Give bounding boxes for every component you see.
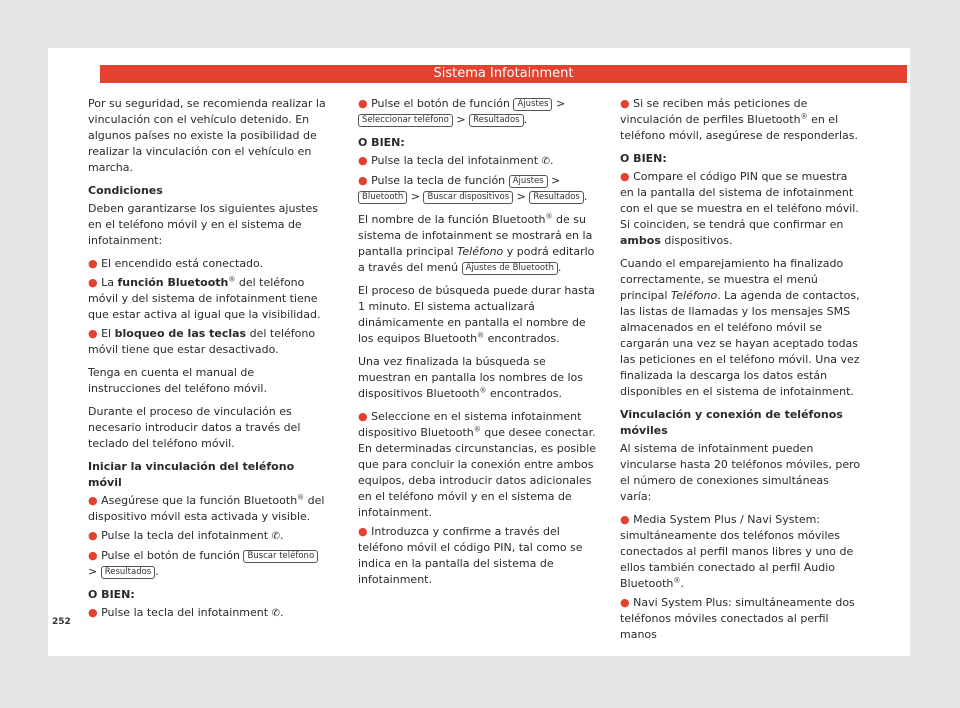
section-header — [100, 65, 907, 83]
phone-icon: ✆ — [271, 531, 280, 542]
bullet-icon: ● — [620, 97, 630, 110]
bullet-enter-pin: ● Introduzca y confirme a través del teléfono móvil el código PIN, tal como se indica en la pantalla del sistema de infotainment. — [358, 525, 583, 586]
bullet-select-device: ● Seleccione en el sistema infotainment dispositivo Bluetooth® que desee conectar. En determinadas circunstancias, es posible que para concluir la conexión entre ambos equipos, deba introducir datos adicionales en el teléfono móvil y en el sistema de infotainment. — [358, 410, 597, 519]
key-ajustes-bluetooth: Ajustes de Bluetooth — [462, 262, 558, 275]
bullet-press-key: ● Pulse la tecla del infotainment ✆. — [358, 154, 554, 167]
bullet-function-ajustes: ● Pulse el botón de función Ajustes > Seleccionar teléfono > Resultados . — [358, 97, 566, 126]
bullet-navi-system-plus: ● Navi System Plus: simultáneamente dos teléfonos móviles conectados al perfil manos — [620, 596, 855, 641]
bullet-icon: ● — [358, 154, 368, 167]
conditions-paragraph: Deben garantizarse los siguientes ajustes en el teléfono móvil y en el sistema de infotainment: — [88, 202, 318, 247]
bullet-icon: ● — [358, 97, 368, 110]
bullet-icon: ● — [620, 513, 630, 526]
section-title: Sistema Infotainment — [433, 66, 574, 81]
bullet-icon: ● — [88, 276, 98, 289]
key-resultados: Resultados — [529, 191, 584, 204]
key-buscar-telefono: Buscar teléfono — [243, 550, 318, 563]
bullet-icon: ● — [88, 494, 98, 507]
phone-icon: ✆ — [271, 608, 280, 619]
bullet-icon: ● — [88, 257, 98, 270]
column-2 — [358, 96, 599, 595]
page-number: 252 — [52, 617, 71, 627]
key-seleccionar-telefono: Seleccionar teléfono — [358, 114, 453, 127]
bullet-more-requests: ● Si se reciben más peticiones de vinculación de perfiles Bluetooth® en el teléfono móvil, asegúrese de responderlas. — [620, 97, 859, 142]
bullet-key-lock: ● El bloqueo de las teclas del teléfono móvil tiene que estar desactivado. — [88, 327, 316, 356]
intro-paragraph: Por su seguridad, se recomienda realizar la vinculación con el vehículo detenido. En algunos países no existe la posibilidad de realizar la vinculación con el vehículo en marcha. — [88, 97, 326, 174]
pairing-connection-paragraph: Al sistema de infotainment pueden vincularse hasta 20 teléfonos móviles, pero el número de conexiones simultáneas varía: — [620, 442, 861, 503]
key-resultados: Resultados — [469, 114, 524, 127]
key-resultados: Resultados — [101, 566, 156, 579]
search-paragraph: El proceso de búsqueda puede durar hasta 1 minuto. El sistema actualizará dinámicamente en pantalla el nombre de los equipos Bluetooth® encontrados. — [358, 284, 595, 345]
column-3 — [620, 96, 861, 650]
bullet-compare-pin: ● Compare el código PIN que se muestra en la pantalla del sistema de infotainment con el que se muestra en el teléfono móvil. Si coinciden, se tendrá que confirmar en ambos dispositivos. — [620, 170, 859, 247]
bullet-icon: ● — [620, 170, 630, 183]
bullet-icon: ● — [88, 606, 98, 619]
bt-name-paragraph: El nombre de la función Bluetooth® de su sistema de infotainment se mostrará en la pantalla principal Teléfono y podrá editarlo a través del menú Ajustes de Bluetooth . — [358, 212, 595, 274]
or-heading: O BIEN: — [358, 136, 405, 149]
start-pairing-heading: Iniciar la vinculación del teléfono móvil — [88, 460, 295, 489]
column-1 — [88, 96, 329, 629]
manual-note: Tenga en cuenta el manual de instrucciones del teléfono móvil. — [88, 366, 267, 395]
bullet-ignition: ● El encendido está conectado. — [88, 257, 264, 270]
bullet-press-key-2: ● Pulse la tecla del infotainment ✆. — [88, 606, 284, 619]
manual-page — [48, 48, 910, 656]
bullet-press-key: ● Pulse la tecla del infotainment ✆. — [88, 529, 284, 542]
or-heading: O BIEN: — [88, 588, 135, 601]
key-buscar-dispositivos: Buscar dispositivos — [423, 191, 513, 204]
bullet-icon: ● — [88, 549, 98, 562]
during-note: Durante el proceso de vinculación es necesario introducir datos a través del teclado del teléfono móvil. — [88, 405, 301, 450]
pairing-connection-heading: Vinculación y conexión de teléfonos móviles — [620, 408, 843, 437]
bullet-icon: ● — [358, 410, 368, 423]
conditions-heading: Condiciones — [88, 184, 163, 197]
bullet-function-bluetooth: ● Pulse la tecla de función Ajustes > Bluetooth > Buscar dispositivos > Resultados . — [358, 174, 588, 203]
bullet-icon: ● — [620, 596, 630, 609]
bullet-icon: ● — [88, 529, 98, 542]
bullet-media-system: ● Media System Plus / Navi System: simultáneamente dos teléfonos móviles conectados al perfil manos libres y uno de ellos también conectado al perfil Audio Bluetooth®. — [620, 513, 854, 590]
search-end-paragraph: Una vez finalizada la búsqueda se muestran en pantalla los nombres de los dispositivos Bluetooth® encontrados. — [358, 355, 584, 400]
bullet-icon: ● — [358, 174, 368, 187]
or-heading: O BIEN: — [620, 152, 667, 165]
pairing-done-paragraph: Cuando el emparejamiento ha finalizado correctamente, se muestra el menú principal Teléfono. La agenda de contactos, las listas de llamadas y los mensajes SMS almacenados en el teléfono móvil se cargarán una vez se hayan aceptado todas las peticiones en el teléfono móvil. Una vez finalizada la descarga los datos están disponibles en el sistema de infotainment. — [620, 257, 860, 398]
key-ajustes: Ajustes — [513, 98, 552, 111]
phone-icon: ✆ — [541, 156, 550, 167]
key-ajustes: Ajustes — [509, 175, 548, 188]
bullet-bt-active: ● Asegúrese que la función Bluetooth® del dispositivo móvil esta activada y visible. — [88, 493, 325, 523]
bullet-function-button: ● Pulse el botón de función Buscar teléfono > Resultados . — [88, 548, 329, 580]
bullet-icon: ● — [358, 525, 368, 538]
bullet-icon: ● — [88, 327, 98, 340]
key-bluetooth: Bluetooth — [358, 191, 407, 204]
bullet-bluetooth-function: ● La función Bluetooth® del teléfono móvil y del sistema de infotainment tiene que estar activa al igual que la visibilidad. — [88, 275, 321, 321]
